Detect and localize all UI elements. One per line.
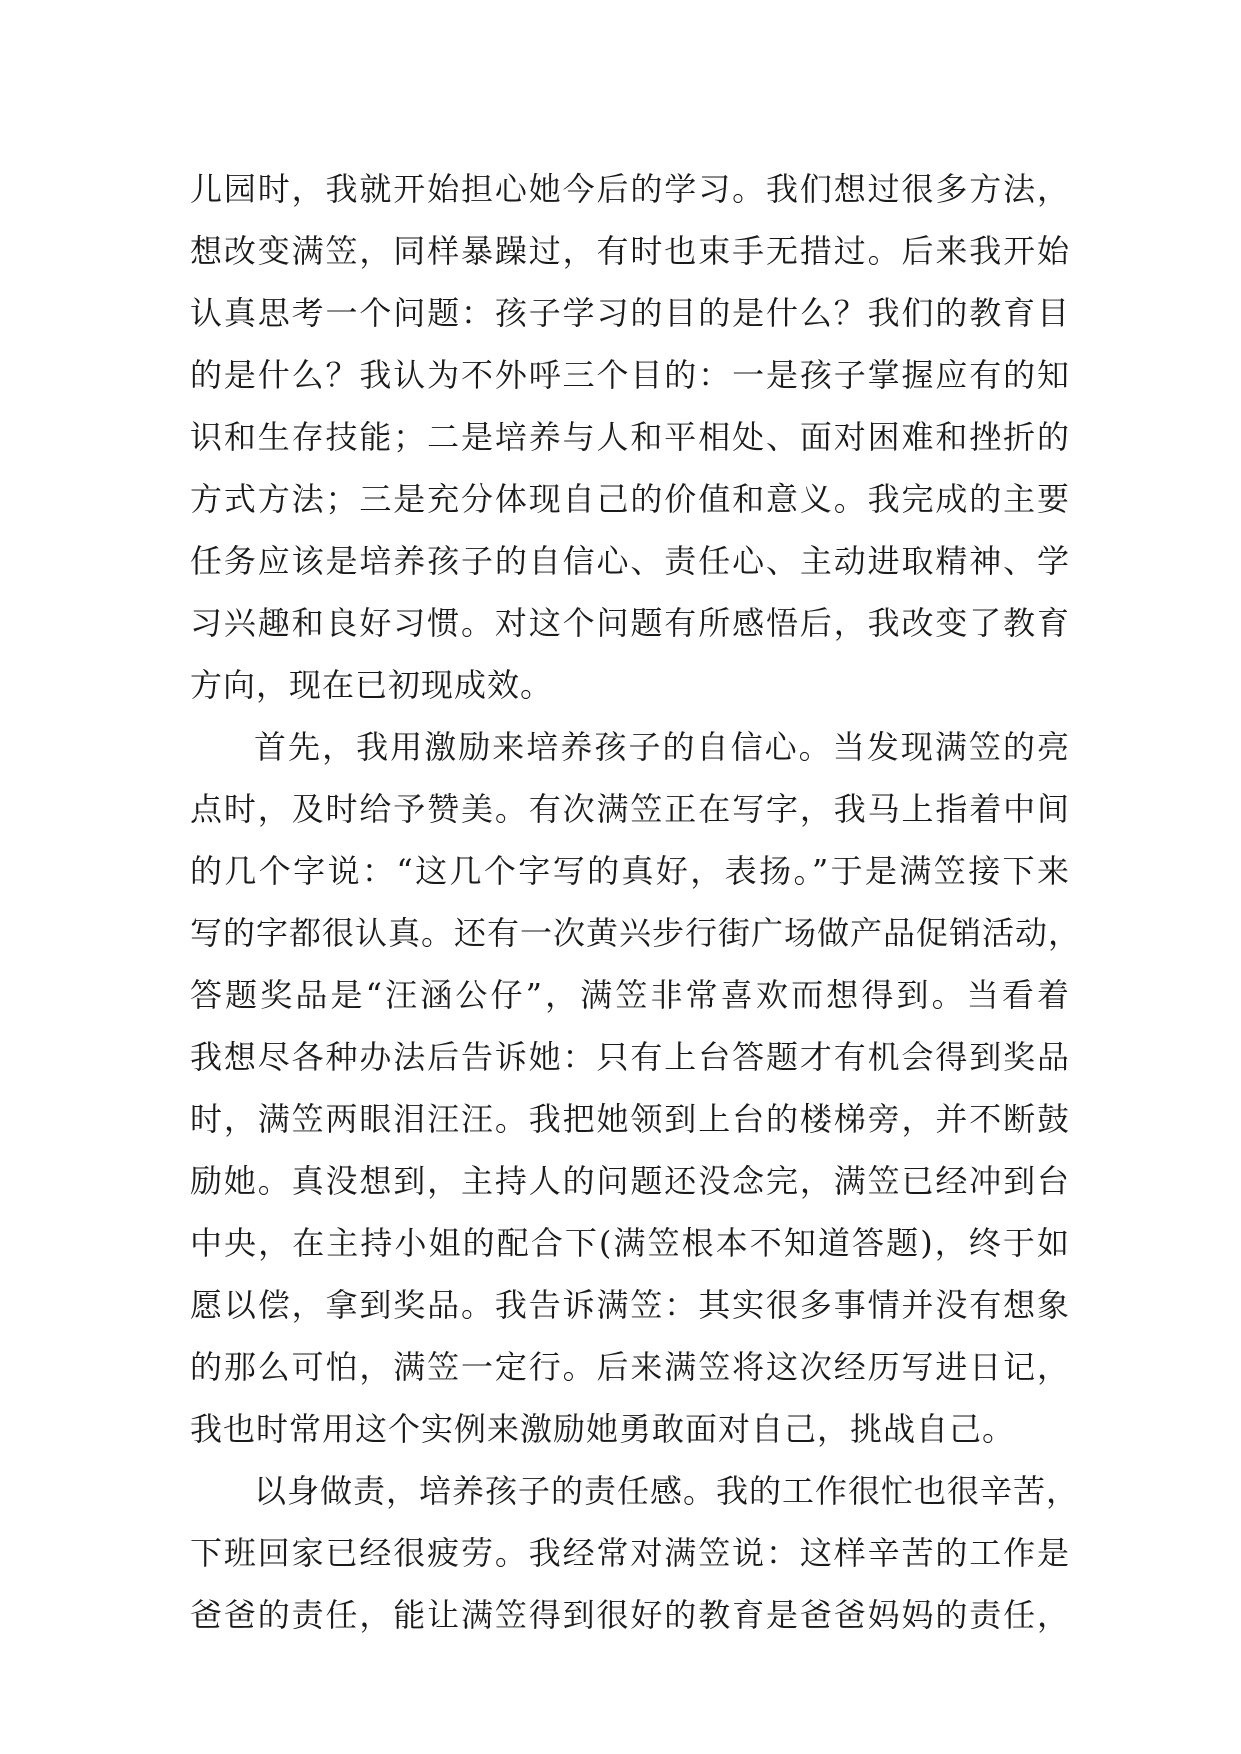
text-line: 以身做责，培养孩子的责任感。我的工作很忙也很辛苦， bbox=[254, 1472, 1080, 1510]
text-line: 中央，在主持小姐的配合下(满笠根本不知道答题)，终于如 bbox=[190, 1224, 1070, 1262]
text-line: 励她。真没想到，主持人的问题还没念完，满笠已经冲到台 bbox=[190, 1162, 1070, 1200]
text-line: 的那么可怕，满笠一定行。后来满笠将这次经历写进日记， bbox=[190, 1348, 1070, 1386]
text-line: 习兴趣和良好习惯。对这个问题有所感悟后，我改变了教育 bbox=[190, 604, 1070, 642]
text-line: 儿园时，我就开始担心她今后的学习。我们想过很多方法， bbox=[190, 170, 1070, 208]
text-line: 任务应该是培养孩子的自信心、责任心、主动进取精神、学 bbox=[190, 542, 1070, 580]
text-line: 识和生存技能；二是培养与人和平相处、面对困难和挫折的 bbox=[190, 418, 1070, 456]
text-line: 愿以偿，拿到奖品。我告诉满笠：其实很多事情并没有想象 bbox=[190, 1286, 1070, 1324]
paragraph-2 bbox=[190, 716, 1082, 1460]
text-line: 我想尽各种办法后告诉她：只有上台答题才有机会得到奖品 bbox=[190, 1038, 1070, 1076]
text-line: 爸爸的责任，能让满笠得到很好的教育是爸爸妈妈的责任， bbox=[190, 1596, 1070, 1634]
text-line: 认真思考一个问题：孩子学习的目的是什么？我们的教育目 bbox=[190, 294, 1070, 332]
text-line: 的是什么？我认为不外呼三个目的：一是孩子掌握应有的知 bbox=[190, 356, 1070, 394]
text-line: 想改变满笠，同样暴躁过，有时也束手无措过。后来我开始 bbox=[190, 232, 1070, 270]
text-line: 方式方法；三是充分体现自己的价值和意义。我完成的主要 bbox=[190, 480, 1070, 518]
text-line: 方向，现在已初现成效。 bbox=[190, 666, 554, 704]
text-line: 首先，我用激励来培养孩子的自信心。当发现满笠的亮 bbox=[254, 728, 1070, 766]
text-line: 点时，及时给予赞美。有次满笠正在写字，我马上指着中间 bbox=[190, 790, 1070, 828]
text-line: 的几个字说：“这几个字写的真好，表扬。”于是满笠接下来 bbox=[190, 852, 1070, 890]
text-line: 写的字都很认真。还有一次黄兴步行街广场做产品促销活动， bbox=[190, 914, 1082, 952]
paragraph-3 bbox=[190, 1460, 1080, 1646]
paragraph-1 bbox=[190, 158, 1070, 716]
text-line: 答题奖品是“汪涵公仔”，满笠非常喜欢而想得到。当看着 bbox=[190, 976, 1070, 1014]
body-text bbox=[190, 158, 1082, 1646]
text-line: 下班回家已经很疲劳。我经常对满笠说：这样辛苦的工作是 bbox=[190, 1534, 1070, 1572]
text-line: 我也时常用这个实例来激励她勇敢面对自己，挑战自己。 bbox=[190, 1410, 1016, 1448]
text-line: 时，满笠两眼泪汪汪。我把她领到上台的楼梯旁，并不断鼓 bbox=[190, 1100, 1070, 1138]
